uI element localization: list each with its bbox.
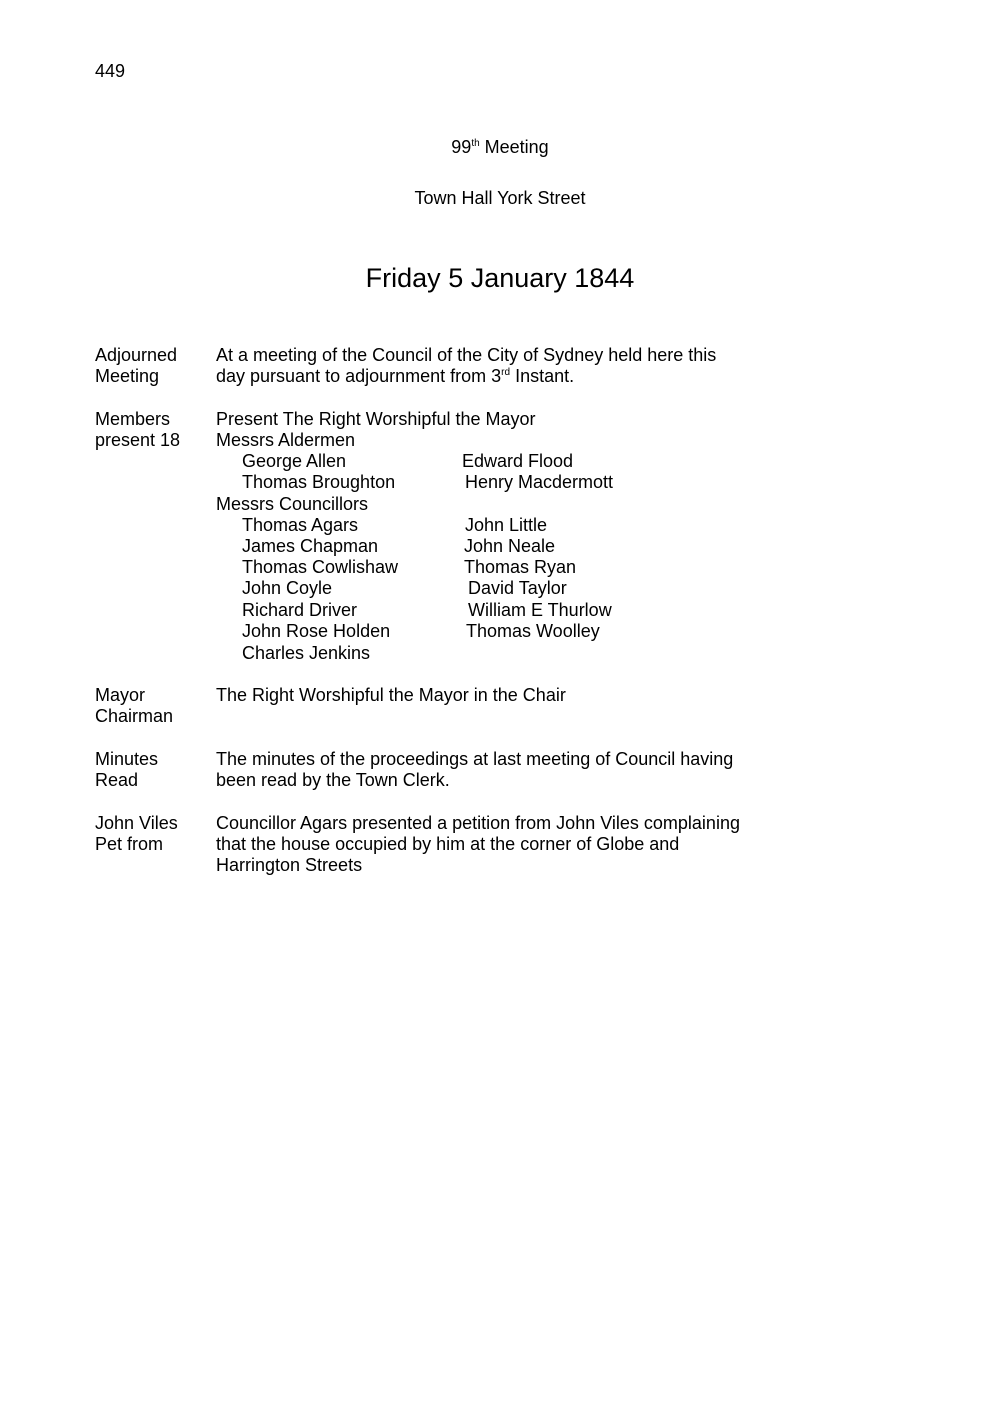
councillor-name: Thomas Woolley [466,621,600,641]
councillor-name: John Little [465,515,548,535]
margin-note-minutes: Minutes [95,749,159,769]
meeting-number-value: 99 [451,137,472,157]
meeting-venue: Town Hall York Street [414,188,586,208]
margin-note-chairman: Chairman [95,706,174,726]
councillor-name: John Coyle [242,578,333,598]
margin-note-meeting: Meeting [95,366,160,386]
margin-note-pet-from: Pet from [95,834,164,854]
margin-note-mayor: Mayor [95,685,146,705]
councillor-name: John Rose Holden [242,621,391,641]
councillor-name: Thomas Ryan [464,557,577,577]
alderman-name: Thomas Broughton [242,472,396,492]
councillor-name: James Chapman [242,536,379,556]
councillor-name: Thomas Cowlishaw [242,557,399,577]
aldermen-heading: Messrs Aldermen [216,430,356,450]
margin-note-read: Read [95,770,139,790]
margin-note-john-viles: John Viles [95,813,178,833]
councillor-name: Charles Jenkins [242,643,371,663]
meeting-number-suffix: th [471,138,480,149]
adjourned-text-line: At a meeting of the Council of the City of Sydney held here this [216,345,717,365]
margin-note-adjourned: Adjourned [95,345,178,365]
mayor-chair-text: The Right Worshipful the Mayor in the Chair [216,685,566,705]
alderman-name: Henry Macdermott [465,472,614,492]
minutes-text-line: been read by the Town Clerk. [216,770,450,790]
ordinal-suffix: rd [501,367,511,378]
adjourned-text-line [216,366,574,387]
councillor-name: William E Thurlow [468,600,612,620]
petition-text-line: Harrington Streets [216,855,363,875]
councillor-name: David Taylor [468,578,567,598]
councillor-name: John Neale [464,536,556,556]
margin-note-members: Members [95,409,171,429]
alderman-name: George Allen [242,451,347,471]
meeting-number [0,137,1000,158]
margin-note-present: present 18 [95,430,181,450]
councillor-name: Thomas Agars [242,515,359,535]
present-line: Present The Right Worshipful the Mayor [216,409,536,429]
councillor-name: Richard Driver [242,600,358,620]
alderman-name: Edward Flood [462,451,574,471]
councillors-heading: Messrs Councillors [216,494,369,514]
meeting-date-title: Friday 5 January 1844 [365,263,635,293]
minutes-text-line: The minutes of the proceedings at last meeting of Council having [216,749,734,769]
adjourned-text-part: Instant. [510,366,575,386]
page-number: 449 [95,61,126,81]
petition-text-line: that the house occupied by him at the corner of Globe and [216,834,680,854]
meeting-word: Meeting [479,137,549,157]
adjourned-text-part: day pursuant to adjournment from 3 [216,366,502,386]
petition-text-line: Councillor Agars presented a petition from John Viles complaining [216,813,740,833]
